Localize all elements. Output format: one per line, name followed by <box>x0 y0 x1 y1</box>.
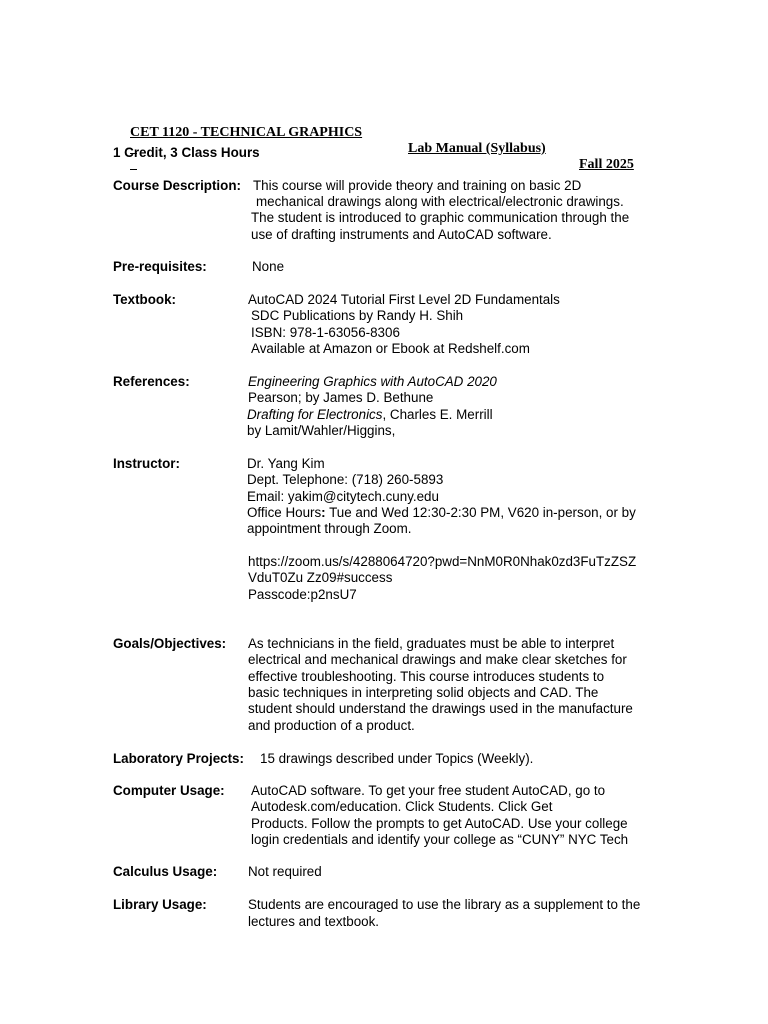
instructor-name: Dr. Yang Kim <box>247 456 325 471</box>
prereq-value: None <box>252 259 285 274</box>
references-label: References: <box>113 374 190 389</box>
library-line: lectures and textbook. <box>248 914 380 929</box>
instructor-email: Email: yakim@citytech.cuny.edu <box>247 489 439 504</box>
textbook-line: ISBN: 978-1-63056-8306 <box>251 325 400 340</box>
goals-line: electrical and mechanical drawings and make clear sketches for <box>248 652 627 667</box>
goals-line: student should understand the drawings used in the manufacture <box>248 701 633 716</box>
computer-line: Products. Follow the prompts to get AutoCAD. Use your college <box>251 816 628 831</box>
goals-label: Goals/Objectives: <box>113 636 227 651</box>
textbook-line: Available at Amazon or Ebook at Redshelf.com <box>251 341 530 356</box>
description-line: mechanical drawings along with electrical/electronic drawings. <box>256 194 624 209</box>
goals-line: basic techniques in interpreting solid objects and CAD. The <box>248 685 599 700</box>
manual-title: Lab Manual (Syllabus) <box>408 141 546 156</box>
calculus-label: Calculus Usage: <box>113 864 218 879</box>
calculus-value: Not required <box>248 864 322 879</box>
reference-publisher: Pearson; by James D. Bethune <box>248 390 434 405</box>
description-line: This course will provide theory and training on basic 2D <box>253 178 582 193</box>
zoom-passcode: Passcode:p2nsU7 <box>248 587 357 602</box>
office-hours-continued: appointment through Zoom. <box>247 521 412 536</box>
goals-line: effective troubleshooting. This course introduces students to <box>248 669 605 684</box>
instructor-phone: Dept. Telephone: (718) 260-5893 <box>247 472 444 487</box>
textbook-line: SDC Publications by Randy H. Shih <box>251 308 464 323</box>
goals-line: As technicians in the field, graduates must be able to interpret <box>248 636 615 651</box>
textbook-label: Textbook: <box>113 292 176 307</box>
term: Fall 2025 <box>579 157 634 172</box>
description-line: use of drafting instruments and AutoCAD software. <box>251 227 552 242</box>
zoom-link-continued[interactable]: VduT0Zu Zz09#success <box>248 570 393 585</box>
textbook-line: AutoCAD 2024 Tutorial First Level 2D Fundamentals <box>248 292 560 307</box>
goals-line: and production of a product. <box>248 718 415 733</box>
credits-line: 1 Credit, 3 Class Hours <box>113 145 260 160</box>
library-label: Library Usage: <box>113 897 207 912</box>
computer-line: login credentials and identify your college as “CUNY” NYC Tech <box>251 832 629 847</box>
office-hours: Office Hours: Tue and Wed 12:30-2:30 PM, V620 in-person, or by <box>247 505 636 520</box>
library-line: Students are encouraged to use the library as a supplement to the <box>248 897 641 912</box>
computer-line: AutoCAD software. To get your free student AutoCAD, go to <box>251 783 606 798</box>
instructor-label: Instructor: <box>113 456 180 471</box>
reference-title: Drafting for Electronics, Charles E. Merrill <box>247 407 493 422</box>
zoom-link[interactable]: https://zoom.us/s/4288064720?pwd=NnM0R0Nhak0zd3FuTzZSZ <box>248 554 637 569</box>
lab-label: Laboratory Projects: <box>113 751 244 766</box>
description-label: Course Description: <box>113 178 241 193</box>
reference-title: Engineering Graphics with AutoCAD 2020 <box>248 374 497 389</box>
description-line: The student is introduced to graphic communication through the <box>251 210 630 225</box>
computer-label: Computer Usage: <box>113 783 225 798</box>
reference-authors: by Lamit/Wahler/Higgins, <box>247 423 396 438</box>
computer-line: Autodesk.com/education. Click Students. Click Get <box>251 799 553 814</box>
course-title: CET 1120 - TECHNICAL GRAPHICS <box>130 125 363 140</box>
prereq-label: Pre-requisites: <box>113 259 207 274</box>
lab-value: 15 drawings described under Topics (Weekly). <box>260 751 534 766</box>
